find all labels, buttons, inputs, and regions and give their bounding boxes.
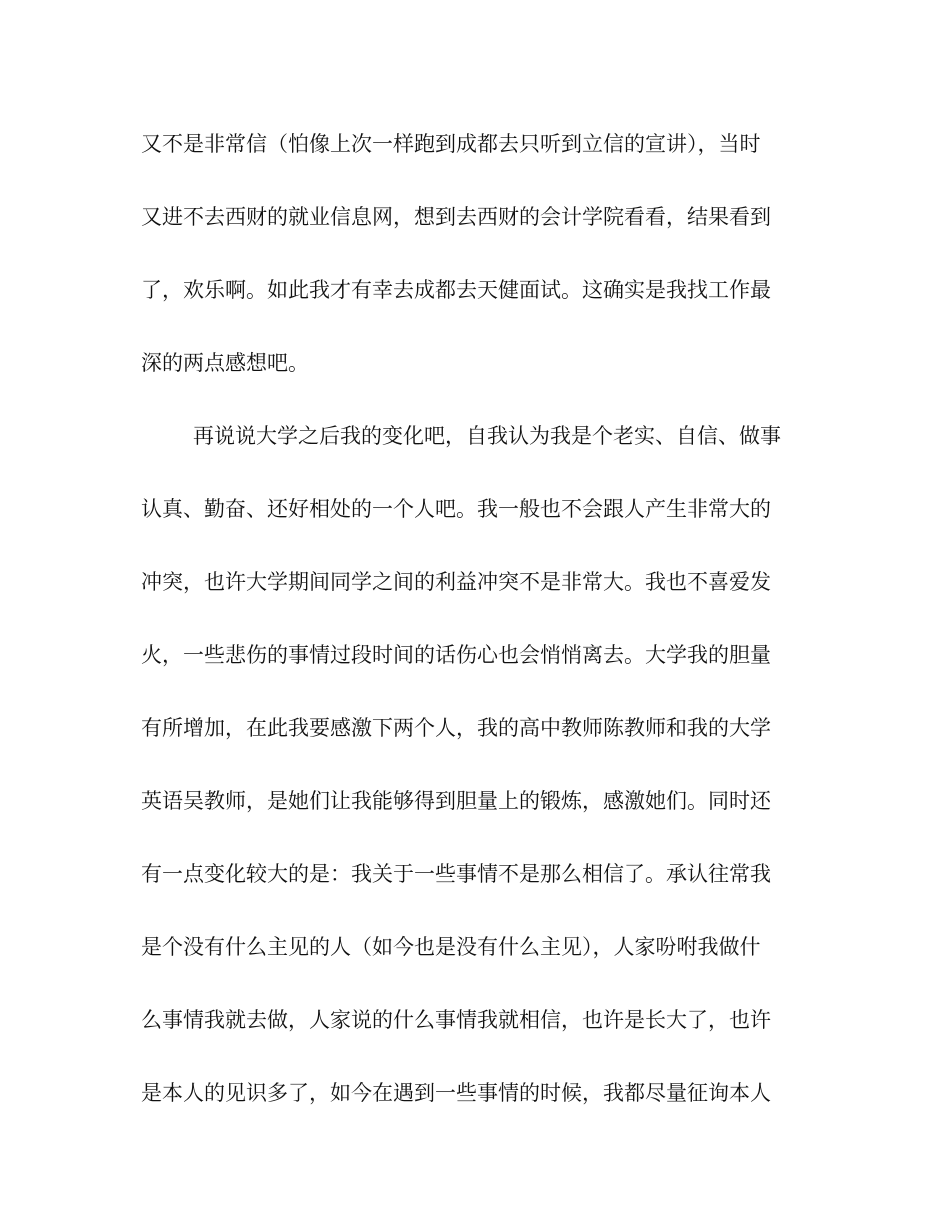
text-line-12: 是个没有什么主见的人（如今也是没有什么主见），人家吩咐我做什 (141, 935, 761, 959)
text-line-7: 冲突，也许大学期间同学之间的利益冲突不是非常大。我也不喜爱发 (141, 570, 771, 594)
document-body (141, 118, 806, 1140)
text-line-11: 有一点变化较大的是：我关于一些事情不是那么相信了。承认往常我 (141, 862, 771, 886)
text-line-1: 又不是非常信（怕像上次一样跑到成都去只听到立信的宣讲），当时 (141, 132, 761, 156)
text-line-10: 英语吴教师，是她们让我能够得到胆量上的锻炼，感激她们。同时还 (141, 789, 771, 813)
text-line-8: 火，一些悲伤的事情过段时间的话伤心也会悄悄离去。大学我的胆量 (141, 643, 771, 667)
text-line-3: 了，欢乐啊。如此我才有幸去成都去天健面试。这确实是我找工作最 (141, 278, 771, 302)
text-line-4: 深的两点感想吧。 (141, 351, 309, 375)
text-line-14: 是本人的见识多了，如今在遇到一些事情的时候，我都尽量征询本人 (141, 1081, 771, 1105)
text-line-2: 又进不去西财的就业信息网，想到去西财的会计学院看看，结果看到 (141, 205, 771, 229)
text-line-6: 认真、勤奋、还好相处的一个人吧。我一般也不会跟人产生非常大的 (141, 497, 771, 521)
text-line-13: 么事情我就去做，人家说的什么事情我就相信，也许是长大了，也许 (141, 1008, 771, 1032)
text-line-9: 有所增加，在此我要感激下两个人，我的高中教师陈教师和我的大学 (141, 716, 771, 740)
text-line-5: 再说说大学之后我的变化吧，自我认为我是个老实、自信、做事 (193, 424, 781, 448)
